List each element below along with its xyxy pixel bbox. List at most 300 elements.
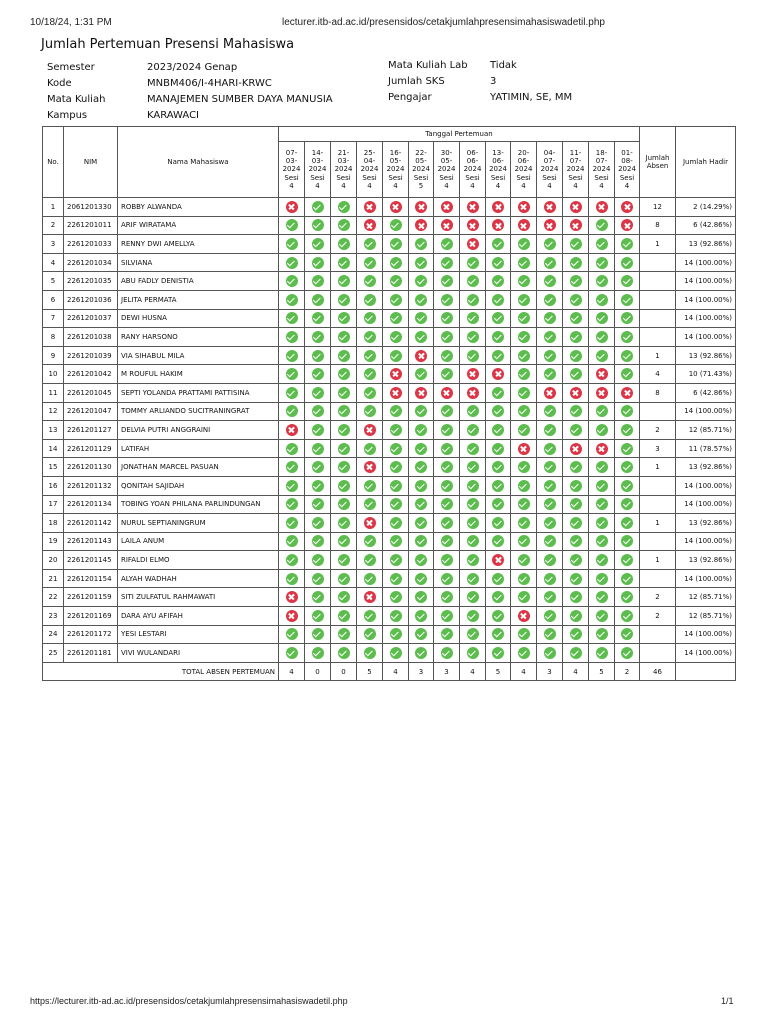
info-value: KARAWACI [147, 110, 199, 121]
attendance-cell [511, 495, 537, 514]
attendance-cell [409, 402, 434, 421]
attendance-cell [589, 551, 615, 570]
attendance-cell [589, 439, 615, 458]
x-circle-icon [364, 461, 376, 473]
attendance-cell [486, 198, 511, 217]
attendance-cell [357, 346, 383, 365]
check-circle-icon [570, 275, 582, 287]
hadir-count: 14 (100.00%) [676, 253, 736, 272]
attendance-cell [511, 346, 537, 365]
check-circle-icon [312, 350, 324, 362]
row-number: 4 [43, 253, 64, 272]
date-header-part: 4 [547, 181, 552, 190]
check-circle-icon [286, 480, 298, 492]
date-header-part: 4 [470, 181, 475, 190]
info-value: 2023/2024 Genap [147, 62, 238, 73]
attendance-cell [511, 328, 537, 347]
info-labels-left [47, 60, 105, 124]
total-cell: 3 [434, 662, 460, 681]
date-header-part: 4 [573, 181, 578, 190]
check-circle-icon [415, 461, 427, 473]
x-circle-icon [621, 201, 633, 213]
check-circle-icon [441, 647, 453, 659]
x-circle-icon [441, 201, 453, 213]
table-row [43, 551, 736, 570]
attendance-cell [537, 644, 563, 663]
check-circle-icon [415, 275, 427, 287]
attendance-cell [460, 495, 486, 514]
row-number: 18 [43, 514, 64, 533]
attendance-cell [589, 458, 615, 477]
x-circle-icon [621, 387, 633, 399]
absen-count: 2 [640, 607, 676, 626]
check-circle-icon [338, 573, 350, 585]
attendance-cell [331, 644, 357, 663]
date-header-part: 2024 [308, 165, 327, 174]
absen-count: 2 [640, 421, 676, 440]
x-circle-icon [544, 387, 556, 399]
x-circle-icon [467, 238, 479, 250]
check-circle-icon [467, 498, 479, 510]
date-header-cell [511, 142, 537, 198]
check-circle-icon [415, 610, 427, 622]
attendance-cell [305, 644, 331, 663]
check-circle-icon [364, 535, 376, 547]
check-circle-icon [596, 480, 608, 492]
attendance-cell [409, 551, 434, 570]
check-circle-icon [570, 294, 582, 306]
total-cell: 3 [537, 662, 563, 681]
student-name: QONITAH SAJIDAH [118, 476, 279, 495]
check-circle-icon [492, 517, 504, 529]
attendance-cell [331, 272, 357, 291]
attendance-cell [486, 532, 511, 551]
attendance-cell [615, 216, 640, 235]
attendance-cell [305, 216, 331, 235]
attendance-cell [563, 551, 589, 570]
row-number: 8 [43, 328, 64, 347]
check-circle-icon [570, 517, 582, 529]
date-header-part: 4 [624, 181, 630, 190]
attendance-cell [305, 421, 331, 440]
attendance-cell [563, 365, 589, 384]
x-circle-icon [364, 591, 376, 603]
date-header-part: Sesi [516, 173, 531, 182]
date-header-part: 03- [337, 157, 350, 166]
attendance-cell [279, 588, 305, 607]
date-header-part: Sesi [310, 173, 325, 182]
attendance-cell [305, 402, 331, 421]
date-header-part: Sesi [594, 173, 609, 182]
attendance-cell [357, 216, 383, 235]
total-cell: 5 [589, 662, 615, 681]
absen-count [640, 476, 676, 495]
check-circle-icon [286, 461, 298, 473]
attendance-cell [357, 365, 383, 384]
hadir-count: 14 (100.00%) [676, 644, 736, 663]
attendance-cell [357, 235, 383, 254]
check-circle-icon [467, 275, 479, 287]
attendance-cell [409, 607, 434, 626]
x-circle-icon [570, 387, 582, 399]
attendance-cell [589, 235, 615, 254]
student-nim: 2261201129 [64, 439, 118, 458]
attendance-cell [589, 272, 615, 291]
total-cell: 2 [615, 662, 640, 681]
date-header-part: 05- [440, 157, 453, 166]
attendance-cell [409, 514, 434, 533]
attendance-cell [331, 198, 357, 217]
check-circle-icon [441, 238, 453, 250]
check-circle-icon [312, 387, 324, 399]
date-header-cell [279, 142, 305, 198]
absen-count [640, 272, 676, 291]
hadir-count: 14 (100.00%) [676, 569, 736, 588]
attendance-cell [357, 607, 383, 626]
attendance-cell [383, 514, 409, 533]
attendance-cell [409, 495, 434, 514]
check-circle-icon [338, 610, 350, 622]
date-header-part: Sesi [619, 173, 635, 182]
check-circle-icon [286, 368, 298, 380]
attendance-cell [383, 551, 409, 570]
attendance-cell [486, 607, 511, 626]
check-circle-icon [467, 480, 479, 492]
check-circle-icon [338, 257, 350, 269]
date-header-part: 07- [285, 148, 298, 157]
attendance-cell [279, 253, 305, 272]
attendance-cell [305, 551, 331, 570]
absen-count [640, 495, 676, 514]
attendance-cell [460, 458, 486, 477]
check-circle-icon [415, 591, 427, 603]
attendance-cell [537, 551, 563, 570]
check-circle-icon [596, 517, 608, 529]
row-number: 15 [43, 458, 64, 477]
attendance-cell [460, 216, 486, 235]
attendance-cell [511, 439, 537, 458]
info-label: Kampus [47, 110, 88, 121]
student-name: DARA AYU AFIFAH [118, 607, 279, 626]
attendance-cell [615, 514, 640, 533]
check-circle-icon [338, 480, 350, 492]
total-cell: 4 [563, 662, 589, 681]
hadir-count: 14 (100.00%) [676, 290, 736, 309]
check-circle-icon [492, 647, 504, 659]
date-header-part: 5 [418, 181, 424, 190]
check-circle-icon [596, 424, 608, 436]
check-circle-icon [441, 424, 453, 436]
student-nim: 2261201130 [64, 458, 118, 477]
attendance-cell [331, 216, 357, 235]
attendance-cell [357, 198, 383, 217]
date-header-part: 01- [621, 148, 633, 157]
attendance-cell [563, 290, 589, 309]
attendance-cell [434, 365, 460, 384]
check-circle-icon [312, 443, 324, 455]
attendance-cell [563, 421, 589, 440]
date-header-part: Sesi [362, 173, 377, 182]
table-row [43, 290, 736, 309]
check-circle-icon [596, 647, 608, 659]
check-circle-icon [621, 498, 633, 510]
check-circle-icon [492, 275, 504, 287]
check-circle-icon [492, 294, 504, 306]
attendance-cell [589, 328, 615, 347]
check-circle-icon [596, 461, 608, 473]
date-header-part: Sesi [465, 173, 480, 182]
check-circle-icon [286, 219, 298, 231]
attendance-cell [434, 309, 460, 328]
check-circle-icon [518, 461, 530, 473]
check-circle-icon [518, 257, 530, 269]
date-header-cell [434, 142, 460, 198]
date-header-part: 2024 [386, 165, 405, 174]
attendance-cell [383, 495, 409, 514]
date-header-part: 07- [569, 157, 582, 166]
check-circle-icon [518, 535, 530, 547]
x-circle-icon [441, 387, 453, 399]
check-circle-icon [312, 312, 324, 324]
check-circle-icon [467, 573, 479, 585]
attendance-cell [305, 588, 331, 607]
check-circle-icon [441, 294, 453, 306]
attendance-cell [305, 253, 331, 272]
row-number: 11 [43, 383, 64, 402]
check-circle-icon [441, 257, 453, 269]
check-circle-icon [492, 350, 504, 362]
info-label: Semester [47, 62, 95, 73]
check-circle-icon [570, 461, 582, 473]
absen-count [640, 569, 676, 588]
check-circle-icon [441, 610, 453, 622]
attendance-cell [563, 495, 589, 514]
attendance-cell [615, 569, 640, 588]
attendance-cell [409, 421, 434, 440]
date-header-part: 2024 [540, 165, 559, 174]
date-header-part: 04- [363, 157, 376, 166]
hadir-count: 14 (100.00%) [676, 309, 736, 328]
date-header-cell [305, 142, 331, 198]
absen-count [640, 253, 676, 272]
attendance-cell [383, 532, 409, 551]
absen-count [640, 625, 676, 644]
date-header-part: 03- [285, 157, 298, 166]
x-circle-icon [467, 387, 479, 399]
check-circle-icon [492, 257, 504, 269]
attendance-cell [486, 290, 511, 309]
student-name: ALYAH WADHAH [118, 569, 279, 588]
check-circle-icon [621, 610, 633, 622]
table-row [43, 476, 736, 495]
attendance-cell [537, 588, 563, 607]
date-header-part: 4 [599, 181, 604, 190]
total-cell: 4 [511, 662, 537, 681]
attendance-cell [331, 514, 357, 533]
date-header-part: Sesi [439, 173, 454, 182]
check-circle-icon [596, 331, 608, 343]
check-circle-icon [312, 610, 324, 622]
check-circle-icon [467, 350, 479, 362]
student-name: RENNY DWI AMELLYA [118, 235, 279, 254]
hadir-count: 12 (85.71%) [676, 421, 736, 440]
attendance-cell [563, 625, 589, 644]
student-name: ARIF WIRATAMA [118, 216, 279, 235]
attendance-cell [434, 514, 460, 533]
x-circle-icon [286, 610, 298, 622]
date-header-part: 06- [466, 148, 479, 157]
attendance-cell [460, 253, 486, 272]
check-circle-icon [415, 424, 427, 436]
check-circle-icon [596, 405, 608, 417]
attendance-cell [383, 365, 409, 384]
x-circle-icon [286, 201, 298, 213]
check-circle-icon [570, 480, 582, 492]
attendance-cell [357, 253, 383, 272]
attendance-cell [434, 439, 460, 458]
attendance-cell [589, 625, 615, 644]
check-circle-icon [492, 461, 504, 473]
check-circle-icon [544, 294, 556, 306]
absen-count: 1 [640, 235, 676, 254]
check-circle-icon [621, 275, 633, 287]
check-circle-icon [596, 238, 608, 250]
check-circle-icon [621, 591, 633, 603]
attendance-cell [486, 476, 511, 495]
check-circle-icon [518, 294, 530, 306]
table-row [43, 346, 736, 365]
check-circle-icon [570, 535, 582, 547]
attendance-cell [383, 383, 409, 402]
date-header-part: 4 [444, 181, 449, 190]
check-circle-icon [415, 517, 427, 529]
x-circle-icon [467, 368, 479, 380]
check-circle-icon [544, 257, 556, 269]
attendance-cell [434, 476, 460, 495]
x-circle-icon [570, 219, 582, 231]
date-header-part: Sesi [388, 173, 403, 182]
attendance-cell [589, 365, 615, 384]
check-circle-icon [364, 405, 376, 417]
attendance-cell [383, 216, 409, 235]
attendance-cell [331, 476, 357, 495]
check-circle-icon [312, 628, 324, 640]
attendance-cell [383, 328, 409, 347]
attendance-cell [537, 402, 563, 421]
check-circle-icon [570, 331, 582, 343]
attendance-cell [563, 383, 589, 402]
student-name: TOBING YOAN PHILANA PARLINDUNGAN [118, 495, 279, 514]
check-circle-icon [338, 517, 350, 529]
attendance-cell [589, 495, 615, 514]
header-nim: NIM [64, 127, 118, 198]
header-hadir: Jumlah Hadir [676, 127, 736, 198]
attendance-cell [589, 383, 615, 402]
x-circle-icon [364, 201, 376, 213]
hadir-count: 14 (100.00%) [676, 476, 736, 495]
table-row [43, 625, 736, 644]
check-circle-icon [621, 368, 633, 380]
check-circle-icon [544, 554, 556, 566]
attendance-cell [460, 588, 486, 607]
check-circle-icon [492, 331, 504, 343]
attendance-cell [331, 421, 357, 440]
attendance-cell [537, 328, 563, 347]
check-circle-icon [596, 312, 608, 324]
check-circle-icon [338, 331, 350, 343]
attendance-cell [563, 439, 589, 458]
attendance-cell [279, 458, 305, 477]
attendance-table [42, 126, 736, 681]
attendance-cell [537, 607, 563, 626]
check-circle-icon [518, 405, 530, 417]
check-circle-icon [492, 238, 504, 250]
check-circle-icon [467, 405, 479, 417]
attendance-cell [563, 476, 589, 495]
check-circle-icon [544, 610, 556, 622]
check-circle-icon [338, 405, 350, 417]
date-header-part: 30- [440, 148, 453, 157]
check-circle-icon [415, 331, 427, 343]
row-number: 16 [43, 476, 64, 495]
student-nim: 2261201042 [64, 365, 118, 384]
attendance-cell [537, 458, 563, 477]
check-circle-icon [596, 257, 608, 269]
attendance-cell [357, 383, 383, 402]
student-nim: 2261201134 [64, 495, 118, 514]
check-circle-icon [518, 331, 530, 343]
check-circle-icon [390, 350, 402, 362]
check-circle-icon [467, 424, 479, 436]
check-circle-icon [312, 201, 324, 213]
attendance-cell [357, 625, 383, 644]
attendance-cell [460, 607, 486, 626]
attendance-cell [383, 644, 409, 663]
row-number: 23 [43, 607, 64, 626]
attendance-cell [460, 551, 486, 570]
date-header-cell [537, 142, 563, 198]
date-header-part: 13- [492, 148, 504, 157]
check-circle-icon [441, 350, 453, 362]
info-values-left [147, 60, 333, 124]
x-circle-icon [518, 610, 530, 622]
attendance-cell [357, 421, 383, 440]
check-circle-icon [338, 201, 350, 213]
student-name: SILVIANA [118, 253, 279, 272]
check-circle-icon [364, 573, 376, 585]
attendance-cell [486, 551, 511, 570]
student-nim: 2261201045 [64, 383, 118, 402]
check-circle-icon [570, 573, 582, 585]
student-name: NURUL SEPTIANINGRUM [118, 514, 279, 533]
date-header-cell [383, 142, 409, 198]
total-cell: 0 [305, 662, 331, 681]
header-nama: Nama Mahasiswa [118, 127, 279, 198]
attendance-cell [305, 328, 331, 347]
info-value: 3 [490, 76, 497, 87]
attendance-cell [589, 588, 615, 607]
check-circle-icon [338, 461, 350, 473]
check-circle-icon [415, 628, 427, 640]
check-circle-icon [570, 312, 582, 324]
check-circle-icon [621, 443, 633, 455]
check-circle-icon [492, 424, 504, 436]
attendance-cell [615, 235, 640, 254]
attendance-cell [305, 514, 331, 533]
total-absen: 46 [640, 662, 676, 681]
attendance-cell [486, 421, 511, 440]
absen-count: 1 [640, 458, 676, 477]
